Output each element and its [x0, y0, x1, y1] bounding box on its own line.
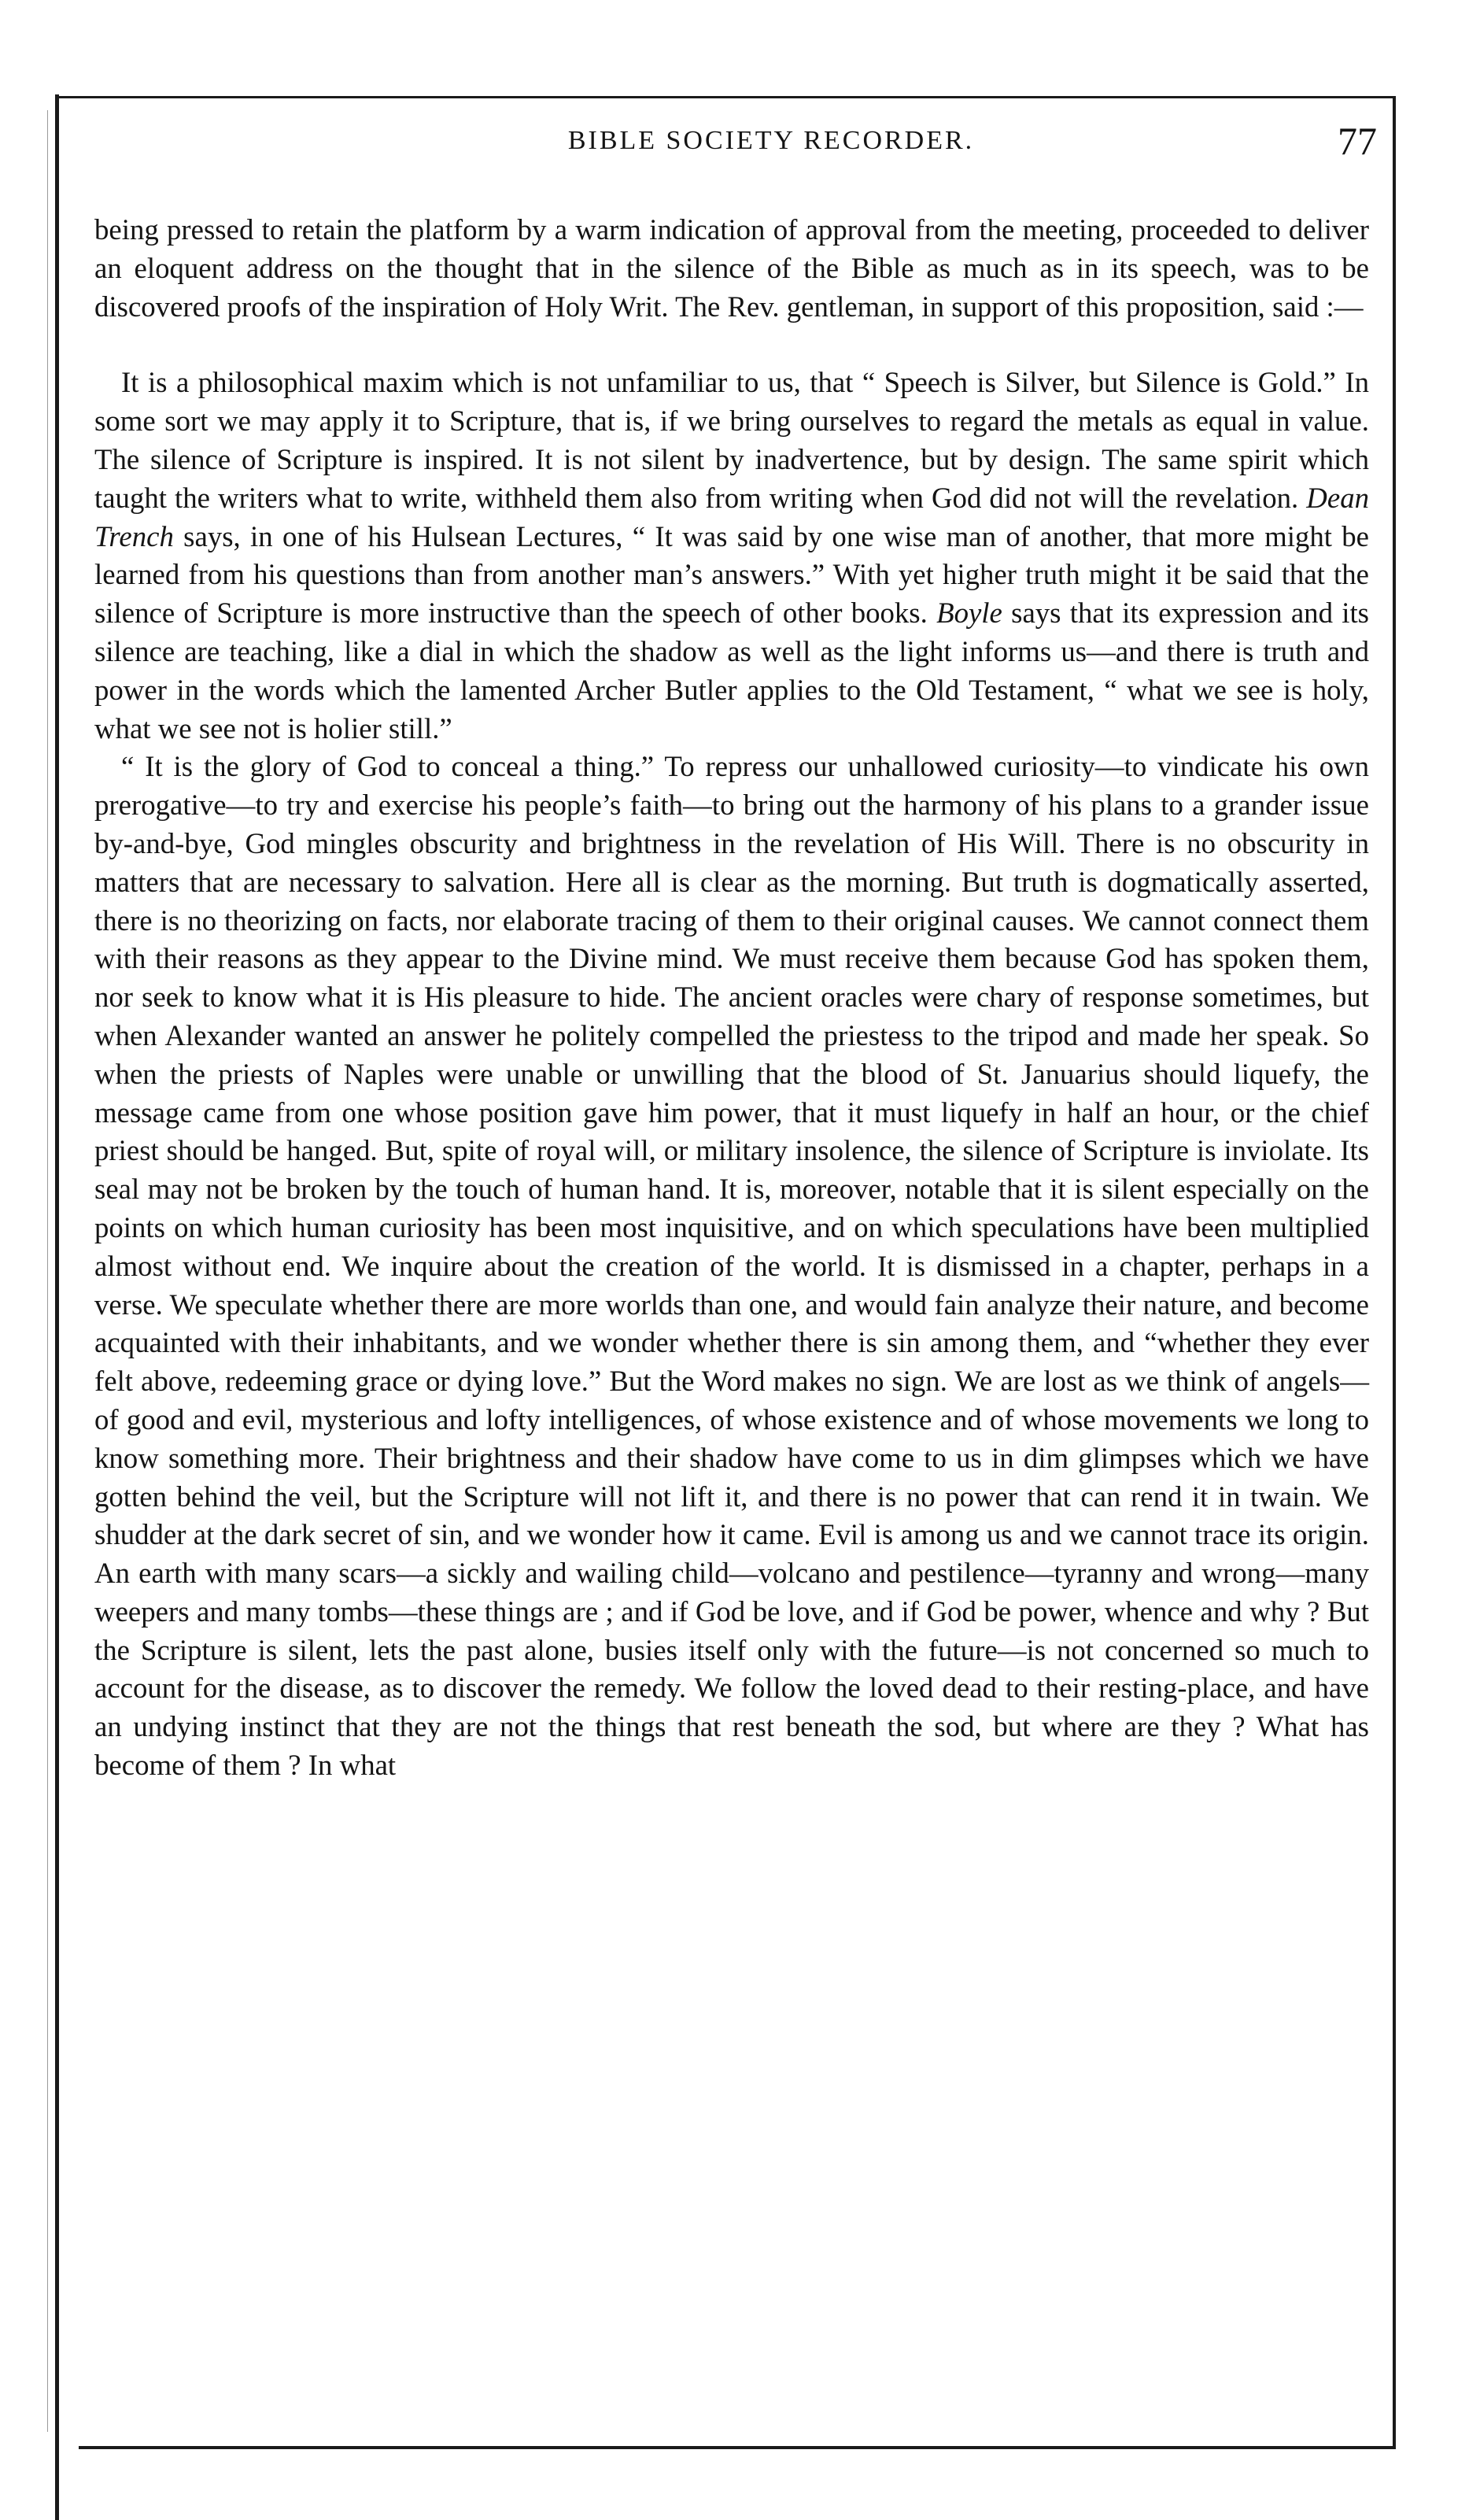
left-faint-rule: [47, 110, 48, 2432]
text-run: It is a philosophical maxim which is not unfamiliar to us, that “ Speech is Silver, but Silence is Gold.” In some sort we may apply it to Scripture, that is, if we bring ourselves to regard the metals as equal in value. The silence of Scripture is inspired. It is not silent by inadvertence, but by design. The same spirit which taught the writers what to write, withheld them also from writing when God did not will the revelation.: [94, 366, 1369, 514]
paragraph-glory-of-god: [94, 748, 1369, 1785]
top-border-rule: [55, 96, 1393, 98]
italic-name: Boyle: [936, 597, 1002, 630]
bottom-border-rule: [79, 2446, 1393, 2449]
text-run: says that its expression and its silence are teaching, like a dial in which the shadow as well as the light informs us—and there is truth and power in the words which the lamented Archer Butler applies to the Old Testament, “ what we see is holy, what we see not is holier still.”: [94, 597, 1370, 745]
body-text: [94, 211, 1369, 1785]
running-title: BIBLE SOCIETY RECORDER.: [567, 126, 975, 155]
paragraph-silence-is-gold: [94, 364, 1369, 748]
left-border-rule: [55, 94, 59, 2520]
right-border-rule: [1393, 96, 1396, 2449]
page-header: [94, 118, 1377, 189]
italic-name: Dean Trench: [94, 481, 1369, 552]
text-run: “ It is the glory of God to conceal a thing.” To repress our unhallowed curiosity—to vindicate his own prerogative—to try and exercise his people’s faith—to bring out the harmony of his plans to a grander issue by-and-bye, God mingles obscurity and brightness in the revelation of His Will. There is no obscurity in matters that are necessary to salvation. Here all is clear as the morning. But truth is dogmatically asserted, there is no theorizing on facts, nor elaborate tracing of them to their original causes. We cannot connect them with their reasons as they appear to the Divine mind. We must receive them because God has spoken them, nor seek to know what it is His pleasure to hide. The ancient oracles were chary of response sometimes, but when Alexander wanted an answer he politely compelled the priestess to the tripod and made her speak. So when the priests of Naples were unable or unwilling that the blood of St. Januarius should liquefy, the message came from one whose position gave him power, that it must liquefy in half an hour, or the chief priest should be hanged. But, spite of royal will, or military insolence, the silence of Scripture is inviolate. Its seal may not be broken by the touch of human hand. It is, moreover, notable that it is silent especially on the points on which human curiosity has been most inquisitive, and on which speculations have been multiplied almost without end. We inquire about the creation of the world. It is dismissed in a chapter, perhaps in a verse. We speculate whether there are more worlds than one, and would fain analyze their nature, and become acquainted with their inhabitants, and we wonder whether there is sin among them, and “whether they ever felt above, redeeming grace or dying love.” But the Word makes no sign. We are lost as we think of angels—of good and evil, mysterious and lofty intelligences, of whose existence and of whose movements we long to know something more. Their brightness and their shadow have come to us in dim glimpses which we have gotten behind the veil, but the Scripture will not lift it, and there is no power that can rend it in twain. We shudder at the dark secret of sin, and we wonder how it came. Evil is among us and we cannot trace its origin. An earth with many scars—a sickly and wailing child—volcano and pestilence—tyranny and wrong—many weepers and many tombs—these things are ; and if God be love, and if God be power, whence and why ? But the Scripture is silent, lets the past alone, busies itself only with the future—is not concerned so much to account for the disease, as to discover the remedy. We follow the loved dead to their resting-place, and have an undying instinct that they are not the things that rest beneath the sod, but where are they ? What has become of them ? In what: [94, 750, 1369, 1782]
text-run: being pressed to retain the platform by a warm indication of approval from the meeting, proceeded to deliver an eloquent address on the thought that in the silence of the Bible as much as in its speech, was to be discovered proofs of the inspiration of Holy Writ. The Rev. gentleman, in support of this proposition, said :—: [94, 213, 1369, 323]
paragraph-intro: [94, 211, 1369, 326]
page-number: 77: [1338, 119, 1377, 163]
text-run: says, in one of his Hulsean Lectures, “ It was said by one wise man of another, that more might be learned from his questions than from another man’s answers.” With yet higher truth might it be said that the silence of Scripture is more instructive than the speech of other books.: [94, 519, 1369, 630]
